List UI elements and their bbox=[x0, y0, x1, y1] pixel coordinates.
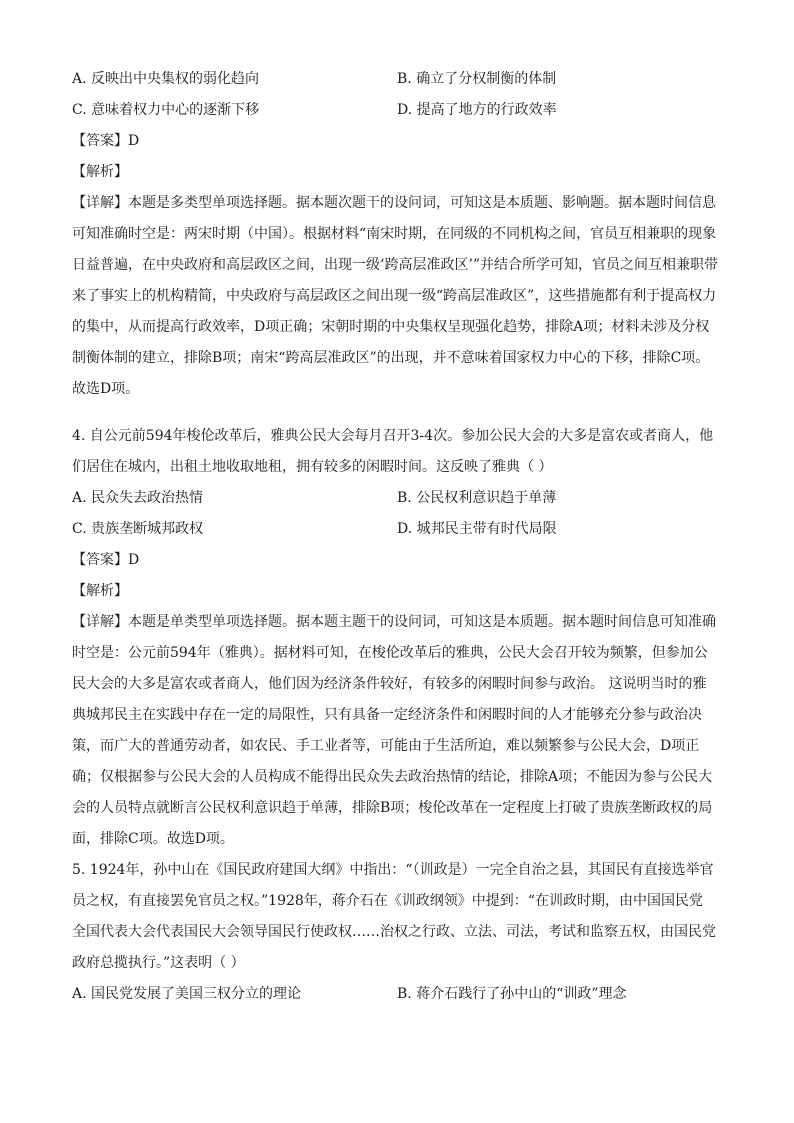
q5-stem-line: 全国代表大会代表国民大会领导国民行使政权……治权之行政、立法、司法，考试和监察五权，由国民党 bbox=[72, 924, 716, 940]
q4-detail-line: 民大会的大多是富农或者商人，他们因为经济条件较好，有较多的闲暇时间参与政治。 这说明当时的雅 bbox=[72, 676, 707, 692]
q4-detail-line: 会的人员特点就断言公民权利意识趋于单薄，排除B项；梭伦改革在一定程度上打破了贵族垄断政权的局 bbox=[72, 800, 713, 816]
q3-options-row-2 bbox=[72, 95, 722, 126]
q4-detail-line: 策，而广大的普通劳动者，如农民、手工业者等，可能由于生活所迫，难以频繁参与公民大会，D项正 bbox=[72, 738, 700, 754]
q3-answer: 【答案】D bbox=[72, 133, 140, 149]
spacer bbox=[72, 405, 722, 421]
q4-detail-line: 典城邦民主在实践中存在一定的局限性，只有具备一定经济条件和闲暇时间的人才能够充分参与政治决 bbox=[72, 707, 702, 723]
q4-option-a[interactable]: A. 民众失去政治热情 bbox=[72, 490, 204, 506]
q3-detail-line: 的集中，从而提高行政效率，D项正确；宋朝时期的中央集权呈现强化趋势，排除A项；材料未涉及分权 bbox=[72, 319, 710, 335]
q4-detail-line: 时空是：公元前594年（雅典）。据材料可知，在梭伦改革后的雅典，公民大会召开较为频繁，但参加公 bbox=[72, 645, 708, 661]
q4-analysis-label: 【解析】 bbox=[72, 583, 128, 599]
q3-option-d[interactable]: D. 提高了地方的行政效率 bbox=[397, 102, 557, 118]
q3-option-c[interactable]: C. 意味着权力中心的逐渐下移 bbox=[72, 102, 260, 118]
q3-options-row-1 bbox=[72, 64, 722, 95]
q3-detail-line: 【详解】本题是多类型单项选择题。据本题次题干的设问词，可知这是本质题、影响题。据本题时间信息 bbox=[72, 195, 716, 211]
q4-options-row-1 bbox=[72, 483, 722, 514]
q4-stem-line: 4. 自公元前594年梭伦改革后，雅典公民大会每月召开3-4次。参加公民大会的大多是富农或者商人，他 bbox=[72, 428, 714, 444]
q5-stem-line: 政府总揽执行。”这表明（ ） bbox=[72, 955, 245, 971]
q5-stem-line: 员之权，有直接罢免官员之权。”1928年，蒋介石在《训政纲领》中提到：“在训政时期，由中国国民党 bbox=[72, 893, 703, 909]
q3-detail-line: 日益普遍，在中央政府和高层政区之间，出现一级‘跨高层准政区’”并结合所学可知，官员之间互相兼职带 bbox=[72, 257, 719, 273]
q4-answer: 【答案】D bbox=[72, 552, 140, 568]
q4-detail-line: 确；仅根据参与公民大会的人员构成不能得出民众失去政治热情的结论，排除A项；不能因为参与公民大 bbox=[72, 769, 713, 785]
q3-analysis-label: 【解析】 bbox=[72, 164, 128, 180]
q3-detail-line: 制衡体制的建立，排除B项；南宋“跨高层准政区”的出现，并不意味着国家权力中心的下移，排除C项。 bbox=[72, 350, 710, 366]
q4-detail-line: 【详解】本题是单类型单项选择题。据本题主题干的设问词，可知这是本质题。据本题时间信息可知准确 bbox=[72, 614, 716, 630]
q3-detail-line: 可知准确时空是：两宋时期（中国）。根据材料“南宋时期，在同级的不同机构之间，官员互相兼职的现象 bbox=[72, 226, 717, 242]
q3-option-a[interactable]: A. 反映出中央集权的弱化趋向 bbox=[72, 71, 260, 87]
q5-option-a[interactable]: A. 国民党发展了美国三权分立的理论 bbox=[72, 986, 302, 1002]
q4-option-c[interactable]: C. 贵族垄断城邦政权 bbox=[72, 521, 204, 537]
q4-options-row-2 bbox=[72, 514, 722, 545]
q3-detail-line: 来了事实上的机构精简，中央政府与高层政区之间出现一级“跨高层准政区”，这些措施都有利于提高权力 bbox=[72, 288, 717, 304]
q3-detail-line: 故选D项。 bbox=[72, 381, 140, 397]
q3-option-b[interactable]: B. 确立了分权制衡的体制 bbox=[397, 71, 557, 87]
q4-option-d[interactable]: D. 城邦民主带有时代局限 bbox=[397, 521, 557, 537]
q4-detail-line: 面，排除C项。故选D项。 bbox=[72, 831, 234, 847]
q4-stem-line: 们居住在城内，出租土地收取地租，拥有较多的闲暇时间。这反映了雅典（ ） bbox=[72, 459, 553, 475]
document-page bbox=[72, 64, 722, 1010]
q5-options-row-1 bbox=[72, 979, 722, 1010]
q4-option-b[interactable]: B. 公民权利意识趋于单薄 bbox=[397, 490, 557, 506]
q5-stem-line: 5. 1924年，孙中山在《国民政府建国大纲》中指出：“（训政是）一完全自治之县，其国民有直接选举官 bbox=[72, 862, 714, 878]
q5-option-b[interactable]: B. 蒋介石践行了孙中山的“训政”理念 bbox=[397, 986, 627, 1002]
